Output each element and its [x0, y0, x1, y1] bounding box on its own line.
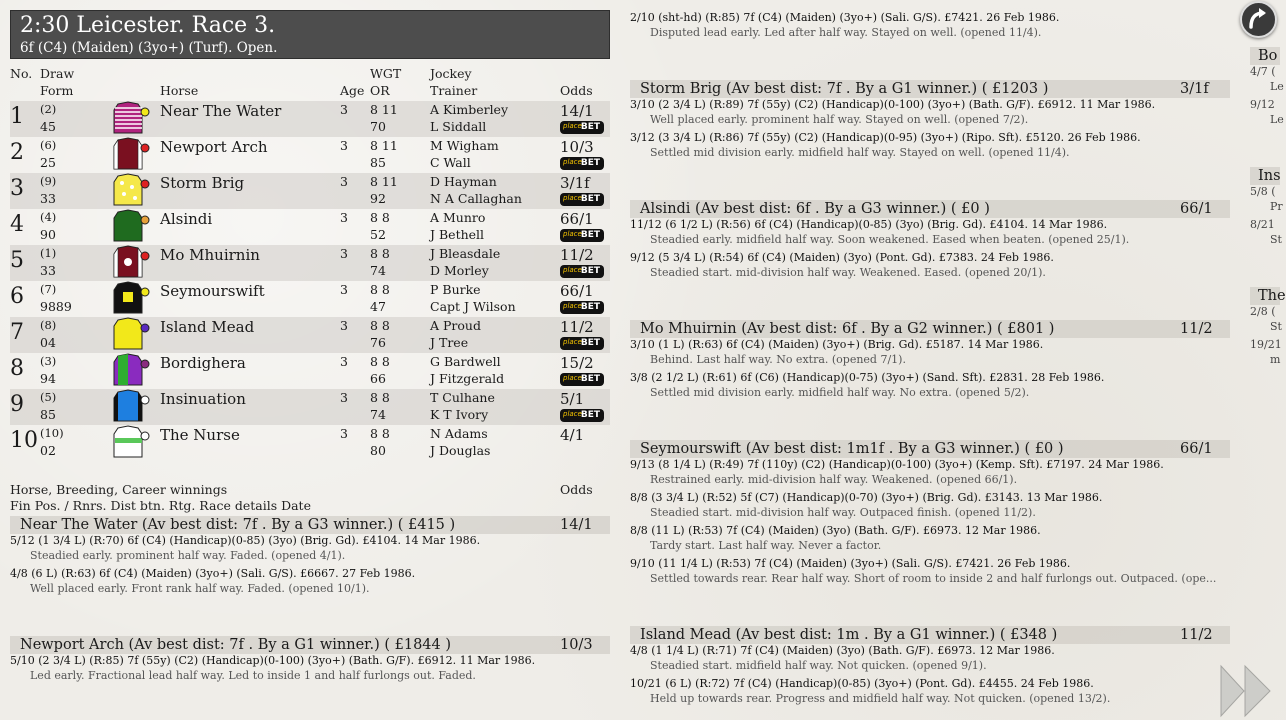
col-form: Form — [40, 83, 74, 98]
horse-name[interactable]: Insinuation — [160, 390, 246, 408]
runner-form: 85 — [40, 407, 56, 422]
runner-odds: 3/1f — [560, 174, 590, 192]
jockey-name: N Adams — [430, 426, 488, 441]
past-run-comment: Disputed lead early. Led after half way. Stayed on well. (opened 11/4). — [650, 26, 1042, 39]
past-run-comment: Settled mid division early. midfield half way. No extra. (opened 5/2). — [650, 386, 1030, 399]
past-run-comment: Le — [1270, 113, 1284, 126]
runner-age: 3 — [340, 210, 348, 225]
past-run-comment: Settled mid division early. midfield half way. Stayed on well. (opened 11/4). — [650, 146, 1070, 159]
past-run-comment: Tardy start. Last half way. Never a factor. — [650, 539, 882, 552]
trainer-name: Capt J Wilson — [430, 299, 516, 314]
past-run-comment: Led early. Fractional lead half way. Led to inside 1 and half furlongs out. Faded. — [30, 669, 476, 682]
place-bet-button[interactable]: place BET — [560, 301, 604, 314]
runner-draw: (9) — [40, 174, 57, 188]
jockey-silk-icon — [108, 246, 150, 280]
trainer-name: J Douglas — [430, 443, 491, 458]
place-bet-button[interactable]: place BET — [560, 409, 604, 422]
form-section-odds: 3/1f — [1180, 81, 1209, 97]
runner-age: 3 — [340, 246, 348, 261]
jockey-name: A Munro — [430, 210, 486, 225]
runner-form: 9889 — [40, 299, 72, 314]
place-bet-button[interactable]: place BET — [560, 121, 604, 134]
runner-form: 90 — [40, 227, 56, 242]
runner-form: 25 — [40, 155, 56, 170]
past-run-comment: Steadied early. prominent half way. Faded. (opened 4/1). — [30, 549, 346, 562]
past-run: 8/8 (3 3/4 L) (R:52) 5f (C7) (Handicap)(0-70) (3yo+) (Brig. Gd). £3143. 13 Mar 1986. — [630, 491, 1103, 504]
runner-age: 3 — [340, 102, 348, 117]
runner-number: 7 — [10, 320, 24, 345]
col-no: No. — [10, 66, 33, 81]
runner-row[interactable] — [10, 101, 610, 137]
place-bet-button[interactable]: place BET — [560, 337, 604, 350]
runner-form: 02 — [40, 443, 56, 458]
jockey-name: J Bleasdale — [430, 246, 501, 261]
form-legend-odds: Odds — [560, 482, 593, 497]
form-section-odds: 11/2 — [1180, 321, 1213, 337]
race-title: 2:30 Leicester. Race 3. — [20, 13, 276, 38]
runner-form: 94 — [40, 371, 56, 386]
trainer-name: J Tree — [430, 335, 469, 350]
runner-weight: 8 11 — [370, 102, 398, 117]
runner-row[interactable] — [10, 137, 610, 173]
runner-draw: (7) — [40, 282, 57, 296]
past-run: 5/12 (1 3/4 L) (R:70) 6f (C4) (Handicap)(0-85) (3yo) (Brig. Gd). £4104. 14 Mar 1986. — [10, 534, 481, 547]
past-run-comment: St — [1270, 233, 1282, 246]
place-bet-button[interactable]: place BET — [560, 157, 604, 170]
past-run-comment: Well placed early. Front rank half way. Faded. (opened 10/1). — [30, 582, 370, 595]
trainer-name: L Siddall — [430, 119, 487, 134]
jockey-silk-icon — [108, 318, 150, 352]
runner-odds: 10/3 — [560, 138, 594, 156]
place-bet-button[interactable]: place BET — [560, 193, 604, 206]
jockey-silk-icon — [108, 102, 150, 136]
runner-draw: (5) — [40, 390, 57, 404]
runner-draw: (3) — [40, 354, 57, 368]
jockey-name: A Proud — [430, 318, 481, 333]
runner-number: 8 — [10, 356, 24, 381]
runner-odds: 11/2 — [560, 246, 594, 264]
return-arrow-icon — [1242, 3, 1275, 36]
runner-weight: 8 8 — [370, 318, 390, 333]
past-run: 8/8 (11 L) (R:53) 7f (C4) (Maiden) (3yo) (Bath. G/F). £6973. 12 Mar 1986. — [630, 524, 1041, 537]
runner-row[interactable] — [10, 389, 610, 425]
past-run: 3/8 (2 1/2 L) (R:61) 6f (C6) (Handicap)(0-75) (3yo+) (Sand. Sft). £2831. 28 Feb 1986. — [630, 371, 1105, 384]
horse-name[interactable]: Seymourswift — [160, 282, 265, 300]
next-page-button[interactable] — [1218, 662, 1274, 720]
form-section-odds: 14/1 — [560, 517, 593, 533]
form-legend-line1: Horse, Breeding, Career winnings — [10, 482, 228, 497]
past-run-comment: Behind. Last half way. No extra. (opened 7/1). — [650, 353, 906, 366]
runner-form: 33 — [40, 263, 56, 278]
past-run: 4/8 (1 1/4 L) (R:71) 7f (C4) (Maiden) (3yo) (Bath. G/F). £6973. 12 Mar 1986. — [630, 644, 1055, 657]
runner-row[interactable] — [10, 425, 610, 461]
form-section-title[interactable]: Alsindi (Av best dist: 6f . By a G3 winner.) ( £0 ) — [640, 201, 990, 217]
past-run-comment: Steadied start. midfield half way. Not quicken. (opened 9/1). — [650, 659, 987, 672]
runner-row[interactable] — [10, 173, 610, 209]
jockey-silk-icon — [108, 138, 150, 172]
runner-number: 2 — [10, 140, 24, 165]
past-run: 8/21 — [1250, 218, 1275, 231]
past-run: 9/12 — [1250, 98, 1275, 111]
trainer-name: J Bethell — [430, 227, 485, 242]
runner-weight: 8 8 — [370, 210, 390, 225]
runner-age: 3 — [340, 390, 348, 405]
runner-draw: (10) — [40, 426, 64, 440]
past-run-comment: Steadied start. mid-division half way. Weakened. Eased. (opened 20/1). — [650, 266, 1046, 279]
place-bet-button[interactable]: place BET — [560, 265, 604, 278]
form-section-title[interactable]: Island Mead (Av best dist: 1m . By a G1 winner.) ( £348 ) — [640, 627, 1058, 643]
horse-name[interactable]: Newport Arch — [160, 138, 268, 156]
past-run-comment: Well placed early. prominent half way. Stayed on well. (opened 7/2). — [650, 113, 1029, 126]
trainer-name: C Wall — [430, 155, 471, 170]
form-section-odds: 11/2 — [1180, 627, 1213, 643]
horse-name[interactable]: The Nurse — [160, 426, 240, 444]
runner-odds: 11/2 — [560, 318, 594, 336]
jockey-silk-icon — [108, 354, 150, 388]
runner-rating: 92 — [370, 191, 386, 206]
past-run: 4/7 ( — [1250, 65, 1276, 78]
form-section-title[interactable]: Near The Water (Av best dist: 7f . By a G3 winner.) ( £415 ) — [20, 517, 456, 533]
past-run-comment: Held up towards rear. Progress and midfield half way. Not quicken. (opened 13/2). — [650, 692, 1111, 705]
form-section-title[interactable]: Seymourswift (Av best dist: 1m1f . By a G3 winner.) ( £0 ) — [640, 441, 1064, 457]
past-run-comment: m — [1270, 353, 1281, 366]
col-draw: Draw — [40, 66, 75, 81]
trainer-name: J Fitzgerald — [430, 371, 505, 386]
past-run: 2/10 (sht-hd) (R:85) 7f (C4) (Maiden) (3yo+) (Sali. G/S). £7421. 26 Feb 1986. — [630, 11, 1060, 24]
runner-draw: (1) — [40, 246, 57, 260]
form-section-title[interactable]: Newport Arch (Av best dist: 7f . By a G1 winner.) ( £1844 ) — [20, 637, 452, 653]
past-run: 11/12 (6 1/2 L) (R:56) 6f (C4) (Handicap)(0-85) (3yo) (Brig. Gd). £4104. 14 Mar 1986. — [630, 218, 1108, 231]
runner-number: 1 — [10, 104, 24, 129]
runner-weight: 8 11 — [370, 174, 398, 189]
runner-weight: 8 8 — [370, 354, 390, 369]
form-legend-line2: Fin Pos. / Rnrs. Dist btn. Rtg. Race details Date — [10, 498, 311, 513]
runner-odds: 4/1 — [560, 426, 585, 444]
horse-name[interactable]: Bordighera — [160, 354, 246, 372]
runner-weight: 8 11 — [370, 138, 398, 153]
past-run-comment: Settled towards rear. Rear half way. Short of room to inside 2 and half furlongs out. Outpaced. (ope... — [650, 572, 1217, 585]
jockey-name: A Kimberley — [430, 102, 509, 117]
runner-rating: 47 — [370, 299, 386, 314]
runner-rating: 74 — [370, 263, 386, 278]
runner-weight: 8 8 — [370, 246, 390, 261]
past-run: 5/10 (2 3/4 L) (R:85) 7f (55y) (C2) (Handicap)(0-100) (3yo+) (Bath. G/F). £6912. 11 Mar 1986. — [10, 654, 536, 667]
col-or: OR — [370, 83, 390, 98]
form-section-title[interactable]: Storm Brig (Av best dist: 7f . By a G1 winner.) ( £1203 ) — [640, 81, 1049, 97]
runner-rating: 70 — [370, 119, 386, 134]
place-bet-button[interactable]: place BET — [560, 373, 604, 386]
runner-number: 5 — [10, 248, 24, 273]
form-section-odds: 66/1 — [1180, 201, 1213, 217]
runner-number: 3 — [10, 176, 24, 201]
runner-odds: 66/1 — [560, 210, 594, 228]
past-run-comment: Steadied early. midfield half way. Soon weakened. Eased when beaten. (opened 25/1). — [650, 233, 1130, 246]
past-run: 4/8 (6 L) (R:63) 6f (C4) (Maiden) (3yo+) (Sali. G/S). £6667. 27 Feb 1986. — [10, 567, 416, 580]
runner-form: 33 — [40, 191, 56, 206]
runner-odds: 5/1 — [560, 390, 585, 408]
runner-age: 3 — [340, 282, 348, 297]
back-button[interactable] — [1240, 1, 1277, 38]
past-run: 19/21 — [1250, 338, 1282, 351]
form-section-title[interactable]: Mo Mhuirnin (Av best dist: 6f . By a G2 winner.) ( £801 ) — [640, 321, 1055, 337]
runner-form: 04 — [40, 335, 56, 350]
runner-number: 6 — [10, 284, 24, 309]
runner-draw: (6) — [40, 138, 57, 152]
past-run: 9/10 (11 1/4 L) (R:53) 7f (C4) (Maiden) (3yo+) (Sali. G/S). £7421. 26 Feb 1986. — [630, 557, 1071, 570]
runner-age: 3 — [340, 318, 348, 333]
past-run-comment: Steadied start. mid-division half way. Outpaced finish. (opened 11/2). — [650, 506, 1036, 519]
jockey-name: M Wigham — [430, 138, 499, 153]
runner-odds: 66/1 — [560, 282, 594, 300]
runner-weight: 8 8 — [370, 282, 390, 297]
race-header — [10, 10, 610, 59]
runner-draw: (8) — [40, 318, 57, 332]
runner-odds: 14/1 — [560, 102, 594, 120]
col-horse: Horse — [160, 83, 199, 98]
past-run: 3/10 (1 L) (R:63) 6f (C4) (Maiden) (3yo+) (Brig. Gd). £5187. 14 Mar 1986. — [630, 338, 1044, 351]
jockey-name: G Bardwell — [430, 354, 501, 369]
col-jockey: Jockey — [430, 66, 472, 81]
jockey-name: T Culhane — [430, 390, 495, 405]
jockey-silk-icon — [108, 426, 150, 460]
runner-rating: 85 — [370, 155, 386, 170]
form-section-odds: 66/1 — [1180, 441, 1213, 457]
horse-name[interactable]: Island Mead — [160, 318, 255, 336]
race-conditions: 6f (C4) (Maiden) (3yo+) (Turf). Open. — [20, 40, 278, 56]
runner-rating: 52 — [370, 227, 386, 242]
past-run: 9/13 (8 1/4 L) (R:49) 7f (110y) (C2) (Handicap)(0-100) (3yo+) (Kemp. Sft). £7197. 24 Mar 1986. — [630, 458, 1164, 471]
place-bet-button[interactable]: place BET — [560, 229, 604, 242]
col-wgt: WGT — [370, 66, 402, 81]
horse-name[interactable]: Near The Water — [160, 102, 282, 120]
horse-name[interactable]: Alsindi — [160, 210, 213, 228]
form-section-odds: 10/3 — [560, 637, 593, 653]
runner-row[interactable] — [10, 245, 610, 281]
runner-number: 9 — [10, 392, 24, 417]
jockey-silk-icon — [108, 210, 150, 244]
past-run: 9/12 (5 3/4 L) (R:54) 6f (C4) (Maiden) (3yo) (Pont. Gd). £7383. 24 Feb 1986. — [630, 251, 1054, 264]
trainer-name: D Morley — [430, 263, 489, 278]
runner-weight: 8 8 — [370, 390, 390, 405]
runner-row[interactable] — [10, 353, 610, 389]
col-age: Age — [340, 83, 365, 98]
horse-name[interactable]: Mo Mhuirnin — [160, 246, 260, 264]
past-run-comment: Le — [1270, 80, 1284, 93]
jockey-silk-icon — [108, 282, 150, 316]
runner-number: 4 — [10, 212, 24, 237]
jockey-name: P Burke — [430, 282, 481, 297]
runner-rating: 66 — [370, 371, 386, 386]
past-run-comment: St — [1270, 320, 1282, 333]
runner-draw: (4) — [40, 210, 57, 224]
past-run: 5/8 ( — [1250, 185, 1276, 198]
runner-draw: (2) — [40, 102, 57, 116]
runner-weight: 8 8 — [370, 426, 390, 441]
runner-age: 3 — [340, 426, 348, 441]
past-run: 2/8 ( — [1250, 305, 1276, 318]
runner-number: 10 — [10, 428, 38, 453]
past-run: 3/10 (2 3/4 L) (R:89) 7f (55y) (C2) (Handicap)(0-100) (3yo+) (Bath. G/F). £6912. 11 Mar 1986. — [630, 98, 1156, 111]
runner-row[interactable] — [10, 209, 610, 245]
runner-form: 45 — [40, 119, 56, 134]
col-trainer: Trainer — [430, 83, 478, 98]
horse-name[interactable]: Storm Brig — [160, 174, 245, 192]
trainer-name: K T Ivory — [430, 407, 489, 422]
past-run: 10/21 (6 L) (R:72) 7f (C4) (Handicap)(0-85) (3yo+) (Pont. Gd). £4455. 24 Feb 1986. — [630, 677, 1094, 690]
runner-odds: 15/2 — [560, 354, 594, 372]
runner-age: 3 — [340, 174, 348, 189]
trainer-name: N A Callaghan — [430, 191, 522, 206]
runner-row[interactable] — [10, 281, 610, 317]
runner-rating: 76 — [370, 335, 386, 350]
runner-rating: 80 — [370, 443, 386, 458]
form-section-bordighera-clipped[interactable]: Bo — [1250, 47, 1280, 65]
runner-age: 3 — [340, 354, 348, 369]
form-section-insinuation-clipped[interactable]: Ins — [1250, 167, 1280, 185]
jockey-name: D Hayman — [430, 174, 497, 189]
fast-forward-icon — [1221, 666, 1270, 716]
jockey-silk-icon — [108, 390, 150, 424]
col-odds: Odds — [560, 83, 593, 98]
runner-rating: 74 — [370, 407, 386, 422]
runner-age: 3 — [340, 138, 348, 153]
form-section-the-nurse-clipped[interactable]: The — [1250, 287, 1280, 305]
runner-row[interactable] — [10, 317, 610, 353]
past-run-comment: Restrained early. mid-division half way. Weakened. (opened 66/1). — [650, 473, 1018, 486]
past-run: 3/12 (3 3/4 L) (R:86) 7f (55y) (C2) (Handicap)(0-95) (3yo+) (Ripo. Sft). £5120. 26 Feb 1986. — [630, 131, 1141, 144]
jockey-silk-icon — [108, 174, 150, 208]
past-run-comment: Pr — [1270, 200, 1283, 213]
